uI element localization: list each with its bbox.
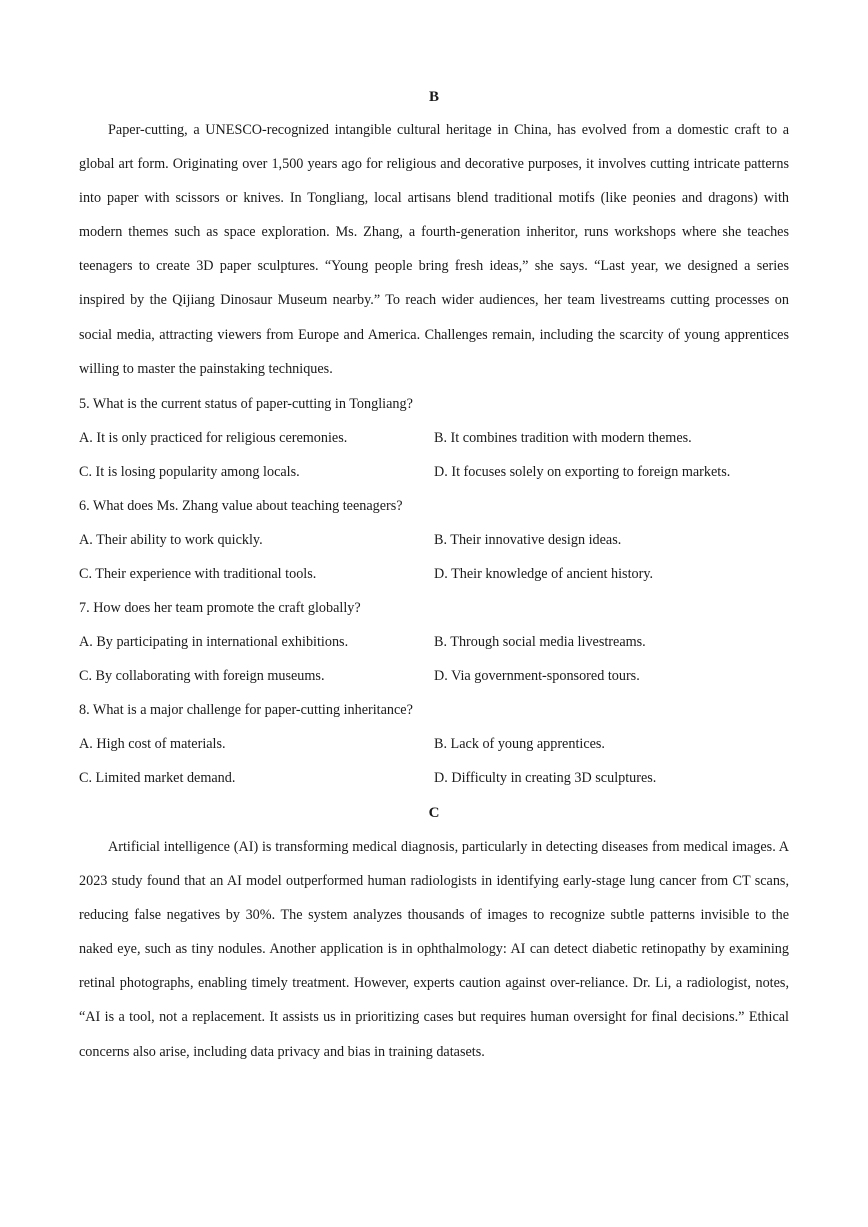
question-5-stem: 5. What is the current status of paper-cutting in Tongliang? — [79, 396, 413, 412]
question-7-option-b[interactable]: B. Through social media livestreams. — [434, 634, 646, 650]
section-c-passage: Artificial intelligence (AI) is transforming medical diagnosis, particularly in detecting diseases from medical images. A 2023 study found that an AI model outperformed human radiologists in identifying early-stage lung cancer from CT scans, reducing false negatives by 30%. The system analyzes thousands of images to recognize subtle patterns invisible to the naked eye, such as tiny nodules. Another application is in ophthalmology: AI can detect diabetic retinopathy by examining retinal photographs, enabling timely treatment. However, experts caution against over-reliance. Dr. Li, a radiologist, notes, “AI is a tool, not a replacement. It assists us in prioritizing cases but requires human oversight for final decisions.” Ethical concerns also arise, including data privacy and bias in training datasets. — [79, 839, 789, 1060]
question-8-option-b[interactable]: B. Lack of young apprentices. — [434, 736, 605, 752]
question-7-option-c[interactable]: C. By collaborating with foreign museums. — [79, 668, 325, 684]
section-b-title: B — [428, 89, 439, 105]
question-7-option-d[interactable]: D. Via government-sponsored tours. — [434, 668, 640, 684]
question-8-stem: 8. What is a major challenge for paper-cutting inheritance? — [79, 702, 413, 718]
question-6-option-b[interactable]: B. Their innovative design ideas. — [434, 532, 622, 548]
question-7-stem: 7. How does her team promote the craft globally? — [79, 600, 361, 616]
question-8-option-a[interactable]: A. High cost of materials. — [79, 736, 226, 752]
question-5-option-a[interactable]: A. It is only practiced for religious ceremonies. — [79, 430, 348, 446]
question-8-option-d[interactable]: D. Difficulty in creating 3D sculptures. — [434, 770, 657, 786]
question-5-option-d[interactable]: D. It focuses solely on exporting to foreign markets. — [434, 464, 731, 480]
question-6-option-c[interactable]: C. Their experience with traditional tools. — [79, 566, 317, 582]
question-7-option-a[interactable]: A. By participating in international exhibitions. — [79, 634, 349, 650]
question-8-option-c[interactable]: C. Limited market demand. — [79, 770, 236, 786]
question-6-option-a[interactable]: A. Their ability to work quickly. — [79, 532, 263, 548]
section-b-passage: Paper-cutting, a UNESCO-recognized intangible cultural heritage in China, has evolved from a domestic craft to a global art form. Originating over 1,500 years ago for religious and decorative purposes, it involves cutting intricate patterns into paper with scissors or knives. In Tongliang, local artisans blend traditional motifs (like peonies and dragons) with modern themes such as space exploration. Ms. Zhang, a fourth-generation inheritor, runs workshops where she teaches teenagers to create 3D paper sculptures. “Young people bring fresh ideas,” she says. “Last year, we designed a series inspired by the Qijiang Dinosaur Museum nearby.” To reach wider audiences, her team livestreams cutting processes on social media, attracting viewers from Europe and America. Challenges remain, including the scarcity of young apprentices willing to master the painstaking techniques. — [79, 122, 789, 377]
section-c-title: C — [428, 805, 440, 821]
question-6-option-d[interactable]: D. Their knowledge of ancient history. — [434, 566, 654, 582]
question-5-option-b[interactable]: B. It combines tradition with modern themes. — [434, 430, 692, 446]
question-5-option-c[interactable]: C. It is losing popularity among locals. — [79, 464, 300, 480]
question-6-stem: 6. What does Ms. Zhang value about teaching teenagers? — [79, 498, 403, 514]
